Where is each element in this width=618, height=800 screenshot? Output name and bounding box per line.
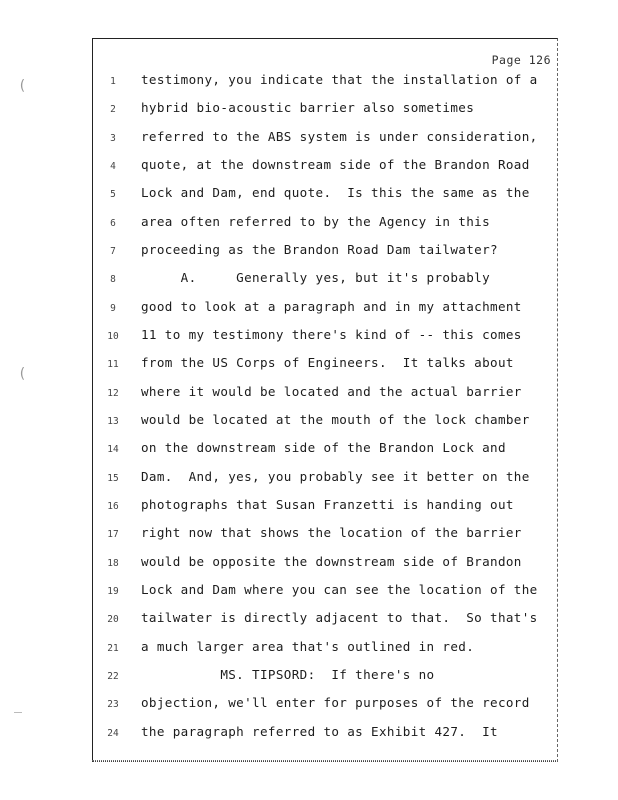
line-number: 16 (107, 501, 119, 512)
transcript-line-8 (93, 268, 557, 296)
transcript-line-2 (93, 98, 557, 126)
transcript-line-6 (93, 212, 557, 240)
transcript-line-12 (93, 382, 557, 410)
line-number: 18 (107, 558, 119, 569)
transcript-line-18 (93, 552, 557, 580)
line-number: 19 (107, 586, 119, 597)
line-text: area often referred to by the Agency in this (141, 214, 491, 229)
transcript-line-23 (93, 693, 557, 721)
transcript-line-10 (93, 325, 557, 353)
line-number: 11 (107, 359, 119, 370)
transcript-line-19 (93, 580, 557, 608)
transcript-line-3 (93, 127, 557, 155)
line-number: 9 (110, 303, 116, 314)
line-number: 13 (107, 416, 119, 427)
transcript-line-16 (93, 495, 557, 523)
line-text: hybrid bio-acoustic barrier also sometimes (141, 100, 475, 115)
line-number: 23 (107, 699, 119, 710)
line-number: 12 (107, 388, 119, 399)
line-number: 21 (107, 643, 119, 654)
transcript-line-17 (93, 523, 557, 551)
scan-artifact-bottom (92, 760, 556, 765)
line-text: tailwater is directly adjacent to that. So that's (141, 610, 538, 625)
line-number: 20 (107, 614, 119, 625)
line-number: 24 (107, 728, 119, 739)
line-number: 10 (107, 331, 119, 342)
line-number: 2 (110, 104, 116, 115)
line-text: on the downstream side of the Brandon Lock and (141, 440, 506, 455)
line-number: 3 (110, 133, 116, 144)
line-text: where it would be located and the actual barrier (141, 384, 522, 399)
hole-punch-mark-middle: ( (18, 366, 27, 382)
transcript-line-13 (93, 410, 557, 438)
transcript-line-9 (93, 297, 557, 325)
line-text: right now that shows the location of the barrier (141, 525, 522, 540)
line-number: 17 (107, 529, 119, 540)
line-text: would be located at the mouth of the lock chamber (141, 412, 530, 427)
line-text: 11 to my testimony there's kind of -- this comes (141, 327, 522, 342)
line-text: the paragraph referred to as Exhibit 427. It (141, 724, 498, 739)
line-number: 14 (107, 444, 119, 455)
transcript-line-15 (93, 467, 557, 495)
transcript-line-11 (93, 353, 557, 381)
line-number: 8 (110, 274, 116, 285)
line-text: would be opposite the downstream side of Brandon (141, 554, 522, 569)
line-number: 22 (107, 671, 119, 682)
transcript-line-4 (93, 155, 557, 183)
line-text: Lock and Dam where you can see the location of the (141, 582, 538, 597)
line-text: good to look at a paragraph and in my attachment (141, 299, 522, 314)
line-number: 4 (110, 161, 116, 172)
page-number-header: Page 126 (491, 53, 551, 67)
transcript-page (92, 38, 558, 762)
hole-punch-mark-top: ( (18, 78, 27, 94)
transcript-line-20 (93, 608, 557, 636)
line-text: a much larger area that's outlined in red. (141, 639, 475, 654)
line-text: photographs that Susan Franzetti is handing out (141, 497, 514, 512)
transcript-line-7 (93, 240, 557, 268)
line-text: referred to the ABS system is under consideration, (141, 129, 538, 144)
transcript-line-1 (93, 70, 557, 98)
line-number: 1 (110, 76, 116, 87)
transcript-line-22 (93, 665, 557, 693)
margin-tick-mark (14, 712, 22, 713)
line-text: testimony, you indicate that the installation of a (141, 72, 538, 87)
line-number: 15 (107, 473, 119, 484)
transcript-line-21 (93, 637, 557, 665)
line-text: objection, we'll enter for purposes of the record (141, 695, 530, 710)
line-text: Dam. And, yes, you probably see it better on the (141, 469, 530, 484)
line-text: quote, at the downstream side of the Brandon Road (141, 157, 530, 172)
line-text: from the US Corps of Engineers. It talks about (141, 355, 514, 370)
line-text: MS. TIPSORD: If there's no (141, 667, 435, 682)
line-number: 5 (110, 189, 116, 200)
line-text: Lock and Dam, end quote. Is this the same as the (141, 185, 530, 200)
transcript-line-5 (93, 183, 557, 211)
line-number: 6 (110, 218, 116, 229)
transcript-line-24 (93, 722, 557, 750)
transcript-line-14 (93, 438, 557, 466)
line-text: proceeding as the Brandon Road Dam tailwater? (141, 242, 498, 257)
line-number: 7 (110, 246, 116, 257)
line-text: A. Generally yes, but it's probably (141, 270, 491, 285)
